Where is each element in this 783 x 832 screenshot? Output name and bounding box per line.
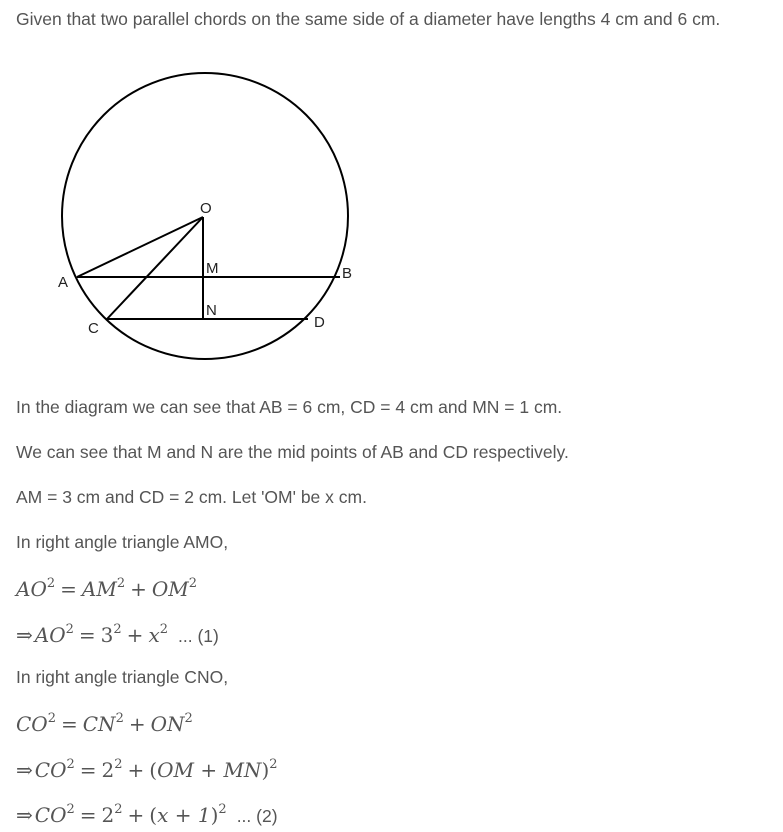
paragraph-half-lengths: AM = 3 cm and CD = 2 cm. Let 'OM' be x cm. xyxy=(16,487,367,507)
eq4-term2-exp: 2 xyxy=(269,757,278,772)
label-m: M xyxy=(206,260,219,277)
eq4-term1-exp: 2 xyxy=(114,757,123,772)
eq1-term2-exp: 2 xyxy=(188,576,198,591)
label-b: B xyxy=(342,265,353,282)
eq1-lhs-exp: 2 xyxy=(46,576,56,591)
equation-1: ⇒ $AO^2 = 3^2 + x^2$ ... (1) xyxy=(16,622,219,647)
eq2-term2: x xyxy=(148,623,160,647)
eq5-term2-inner: x + 1 xyxy=(157,803,211,827)
intro-text: Given that two parallel chords on the same side of a diameter have lengths 4 cm and 6 cm. xyxy=(16,9,721,29)
segment-oa xyxy=(77,217,203,277)
eq3-term2: ON xyxy=(150,712,185,736)
label-d: D xyxy=(314,314,325,331)
eq5-lhs-exp: 2 xyxy=(66,802,75,817)
eq5-term1-exp: 2 xyxy=(114,802,123,817)
paragraph-midpoints: We can see that M and N are the mid points of AB and CD respectively. xyxy=(16,442,569,462)
eq2-term1: 3 xyxy=(100,623,114,647)
eq5-number: ... (2) xyxy=(236,806,278,826)
eq1-lhs: AO xyxy=(16,577,47,601)
eq1-term1-exp: 2 xyxy=(116,576,126,591)
eq1-term2: OM xyxy=(151,577,189,601)
label-o: O xyxy=(200,200,212,217)
eq4-term1: 2 xyxy=(101,758,115,782)
eq2-implies-icon: ⇒ xyxy=(16,623,33,647)
eq2-term2-exp: 2 xyxy=(159,622,168,637)
eq4-lhs-exp: 2 xyxy=(66,757,75,772)
label-n: N xyxy=(206,302,217,319)
circle-chords-diagram xyxy=(50,68,370,368)
eq5-implies-icon: ⇒ xyxy=(16,803,33,827)
equation-ao-squared: $AO^2 = AM^2 + OM^2$ xyxy=(16,576,198,601)
eq5-lhs: CO xyxy=(34,803,67,827)
eq4-lhs: CO xyxy=(34,758,67,782)
eq3-term2-exp: 2 xyxy=(184,711,193,726)
eq3-term1-exp: 2 xyxy=(115,711,124,726)
eq2-term1-exp: 2 xyxy=(113,622,122,637)
eq3-term1: CN xyxy=(82,712,116,736)
equation-2: ⇒ $CO^2 = 2^2 + (x + 1)^2$ ... (2) xyxy=(16,802,278,827)
eq1-term1: AM xyxy=(81,577,117,601)
eq4-term2-inner: OM + MN xyxy=(157,758,262,782)
eq4-implies-icon: ⇒ xyxy=(16,758,33,782)
eq3-lhs-exp: 2 xyxy=(47,711,56,726)
paragraph-triangle-amo: In right angle triangle AMO, xyxy=(16,532,229,552)
label-a: A xyxy=(58,274,69,291)
label-c: C xyxy=(88,320,99,337)
equation-co-squared: $CO^2 = CN^2 + ON^2$ xyxy=(16,711,193,736)
paragraph-triangle-cno: In right angle triangle CNO, xyxy=(16,667,229,687)
paragraph-chord-lengths: In the diagram we can see that AB = 6 cm, CD = 4 cm and MN = 1 cm. xyxy=(16,397,563,417)
eq2-number: ... (1) xyxy=(178,626,219,646)
eq5-term1: 2 xyxy=(101,803,115,827)
eq2-lhs: AO xyxy=(34,623,66,647)
eq5-term2-exp: 2 xyxy=(218,802,227,817)
eq2-lhs-exp: 2 xyxy=(65,622,74,637)
eq3-lhs: CO xyxy=(16,712,48,736)
segment-oc xyxy=(107,217,203,319)
equation-co-expanded: ⇒ $CO^2 = 2^2 + (OM + MN)^2$ xyxy=(16,757,278,782)
